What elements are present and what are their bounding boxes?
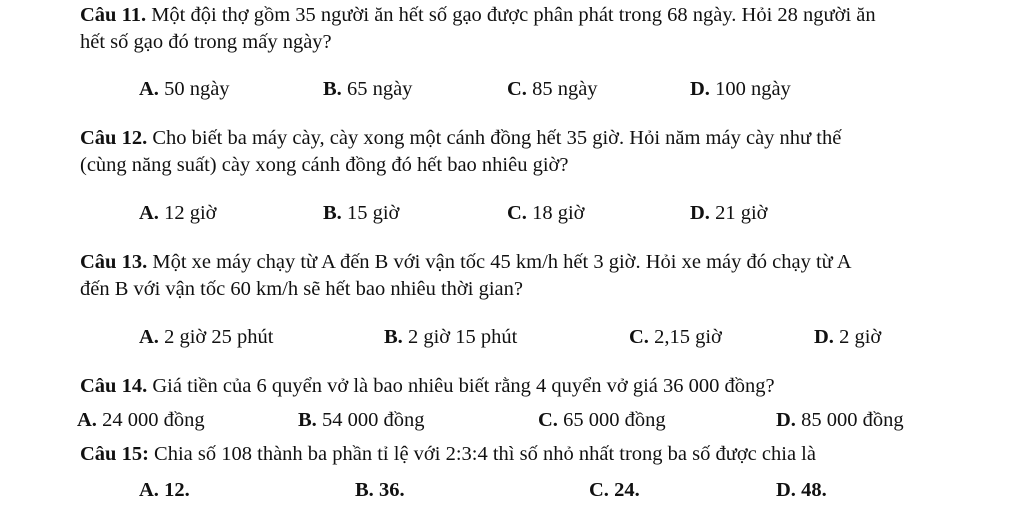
option-text: 15 giờ: [341, 202, 400, 224]
question-14-option-a[interactable]: [77, 407, 205, 433]
question-12-option-d[interactable]: [690, 200, 767, 226]
option-letter: B.: [384, 326, 403, 348]
option-text: 2 giờ: [833, 326, 882, 348]
option-letter: B.: [323, 78, 342, 100]
question-13-text-1: Một xe máy chạy từ A đến B với vận tốc 45 km/h hết 3 giờ. Hỏi xe máy đó chạy từ A: [147, 251, 852, 273]
question-15-option-c[interactable]: [589, 477, 640, 503]
option-letter: B.: [323, 202, 342, 224]
option-text: 12 giờ: [158, 202, 217, 224]
question-14-text-1: Giá tiền của 6 quyển vở là bao nhiêu biết rằng 4 quyển vở giá 36 000 đồng?: [147, 375, 775, 397]
question-11-option-d[interactable]: [690, 76, 791, 102]
question-13-option-b[interactable]: [384, 324, 517, 350]
option-letter: C.: [589, 479, 609, 501]
option-letter: A.: [77, 409, 97, 431]
option-text: 85 ngày: [526, 78, 598, 100]
question-12-text-2: (cùng năng suất) cày xong cánh đồng đó hết bao nhiêu giờ?: [80, 154, 569, 176]
question-12-option-c[interactable]: [507, 200, 584, 226]
question-12-text-1: Cho biết ba máy cày, cày xong một cánh đồng hết 35 giờ. Hỏi năm máy cày như thế: [147, 127, 842, 149]
option-letter: D.: [814, 326, 834, 348]
question-11-option-b[interactable]: [323, 76, 412, 102]
question-15-line-1: [80, 441, 816, 467]
question-13-option-d[interactable]: [814, 324, 881, 350]
option-letter: B.: [298, 409, 317, 431]
question-12-option-a[interactable]: [139, 200, 216, 226]
question-13-line-1: [80, 249, 852, 275]
question-13-label: Câu 13.: [80, 251, 148, 273]
option-text: 48.: [795, 479, 827, 501]
question-13-option-a[interactable]: [139, 324, 273, 350]
question-14-option-b[interactable]: [298, 407, 424, 433]
question-13-option-c[interactable]: [629, 324, 722, 350]
question-11-option-c[interactable]: [507, 76, 598, 102]
option-text: 24 000 đồng: [96, 409, 205, 431]
option-text: 18 giờ: [526, 202, 585, 224]
option-letter: C.: [538, 409, 558, 431]
option-text: 2 giờ 25 phút: [158, 326, 274, 348]
option-text: 24.: [608, 479, 640, 501]
option-text: 12.: [158, 479, 190, 501]
question-12-label: Câu 12.: [80, 127, 148, 149]
question-14-option-c[interactable]: [538, 407, 666, 433]
question-12-line-1: [80, 125, 841, 151]
question-11-line-1: [80, 2, 876, 28]
question-13-line-2: [80, 276, 523, 302]
question-14-option-d[interactable]: [776, 407, 904, 433]
option-letter: C.: [507, 202, 527, 224]
question-11-option-a[interactable]: [139, 76, 230, 102]
option-text: 2,15 giờ: [648, 326, 722, 348]
option-letter: D.: [776, 409, 796, 431]
question-14-line-1: [80, 373, 775, 399]
option-letter: C.: [629, 326, 649, 348]
option-letter: A.: [139, 202, 159, 224]
question-15-option-a[interactable]: [139, 477, 190, 503]
question-15-text-1: Chia số 108 thành ba phần tỉ lệ với 2:3:4 thì số nhỏ nhất trong ba số được chia là: [148, 443, 816, 465]
option-text: 36.: [373, 479, 405, 501]
option-letter: D.: [690, 78, 710, 100]
option-letter: B.: [355, 479, 374, 501]
option-text: 54 000 đồng: [316, 409, 425, 431]
question-15-option-b[interactable]: [355, 477, 405, 503]
question-12-option-b[interactable]: [323, 200, 399, 226]
option-letter: A.: [139, 326, 159, 348]
question-13-text-2: đến B với vận tốc 60 km/h sẽ hết bao nhiêu thời gian?: [80, 278, 523, 300]
question-15-option-d[interactable]: [776, 477, 827, 503]
option-text: 65 000 đồng: [557, 409, 666, 431]
option-text: 100 ngày: [709, 78, 791, 100]
option-letter: D.: [776, 479, 796, 501]
option-letter: C.: [507, 78, 527, 100]
question-11-text-1: Một đội thợ gồm 35 người ăn hết số gạo được phân phát trong 68 ngày. Hỏi 28 người ăn: [146, 4, 876, 26]
question-12-line-2: [80, 152, 568, 178]
option-text: 85 000 đồng: [795, 409, 904, 431]
question-14-label: Câu 14.: [80, 375, 148, 397]
option-text: 21 giờ: [709, 202, 768, 224]
option-letter: A.: [139, 479, 159, 501]
option-text: 2 giờ 15 phút: [402, 326, 518, 348]
question-11-label: Câu 11.: [80, 4, 147, 26]
question-11-text-2: hết số gạo đó trong mấy ngày?: [80, 31, 332, 53]
question-11-line-2: [80, 29, 332, 55]
option-letter: A.: [139, 78, 159, 100]
option-text: 65 ngày: [341, 78, 413, 100]
option-letter: D.: [690, 202, 710, 224]
option-text: 50 ngày: [158, 78, 230, 100]
question-15-label: Câu 15:: [80, 443, 149, 465]
